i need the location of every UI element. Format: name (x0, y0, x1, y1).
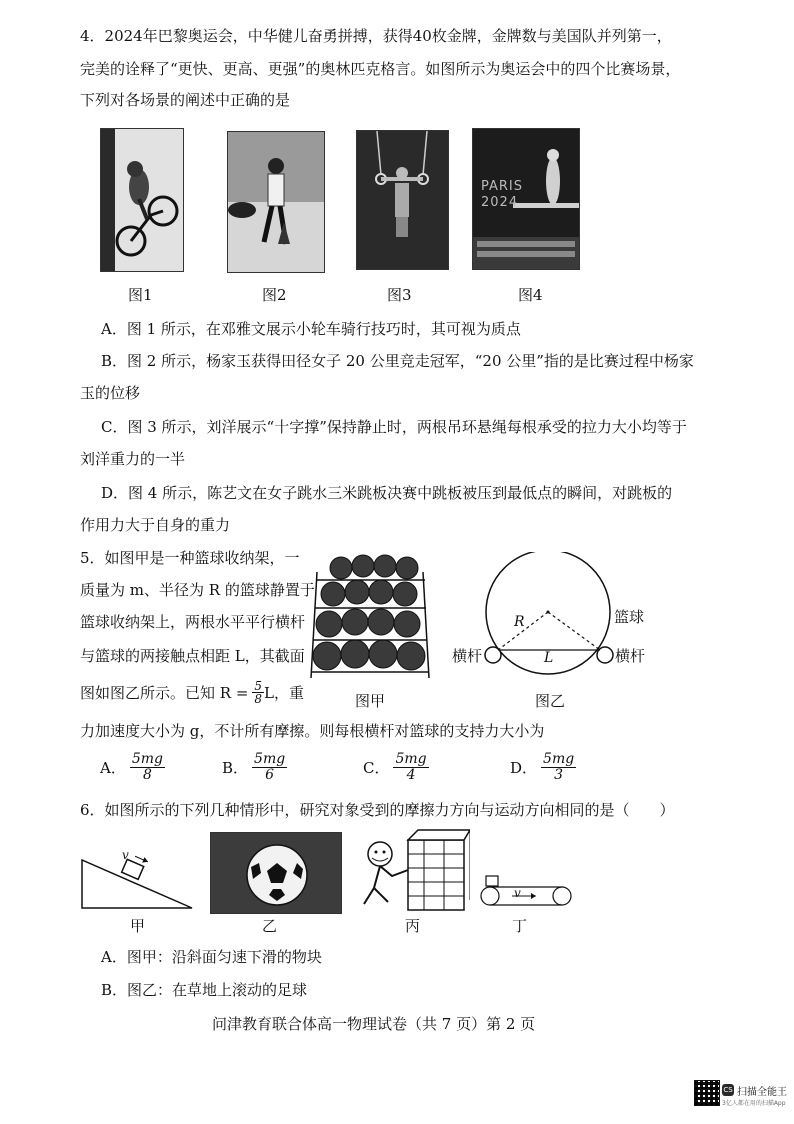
scanner-brand: 扫描全能王 (737, 1087, 787, 1098)
label-basketball: 篮球 (614, 608, 645, 626)
figure-q6-jia-incline (80, 848, 195, 910)
q5-stem-line5 (80, 680, 304, 705)
page-footer: 问津教育联合体高一物理试卷（共 7 页）第 2 页 (212, 1015, 536, 1033)
q5-option-b-letter: B． (222, 758, 249, 777)
label-bar-right: 横杆 (615, 647, 646, 665)
q4-option-a[interactable]: A．图 1 所示，在邓雅文展示小轮车骑行技巧时，其可视为质点 (101, 320, 521, 338)
q5-line5-suffix: L，重 (264, 683, 305, 702)
q4-option-d-line1[interactable]: D．图 4 所示，陈艺文在女子跳水三米跳板决赛中跳板被压到最低点的瞬间，对跳板的 (101, 484, 673, 502)
figure-4-overlay-paris: PARIS (481, 179, 524, 194)
q5-option-c-letter: C． (363, 758, 390, 777)
q5-option-a-num: 5mg (131, 751, 163, 767)
q4-stem-line1: 4．2024年巴黎奥运会，中华健儿奋勇拼搏，获得40枚金牌，金牌数与美国队并列第一， (80, 27, 672, 45)
q5-option-c-fraction (393, 752, 428, 783)
figure-1-caption: 图1 (128, 286, 153, 304)
q5-line5-prefix: 图如图乙所示。已知 R = (80, 683, 249, 702)
q4-stem-line2: 完美的诠释了“更快、更高、更强”的奥林匹克格言。如图所示为奥运会中的四个比赛场景， (80, 60, 681, 78)
q6-option-a[interactable]: A．图甲：沿斜面匀速下滑的物块 (101, 948, 322, 966)
qr-code-icon (694, 1080, 720, 1106)
q5-option-c-num: 5mg (395, 751, 427, 767)
figure-4-overlay-year: 2024 (481, 195, 519, 210)
figure-3-caption: 图3 (387, 286, 412, 304)
q5-option-b[interactable] (222, 752, 287, 783)
figure-2-racewalk-photo (227, 131, 325, 273)
figure-q6-yi-soccer-photo (210, 832, 342, 914)
q5-option-a-letter: A． (100, 758, 126, 777)
figure-q6-bing-caption: 丙 (405, 917, 421, 935)
q5-option-a[interactable] (100, 752, 165, 783)
scanner-logo-icon: CS (723, 1086, 733, 1094)
figure-q6-ding-caption: 丁 (512, 917, 528, 935)
figure-yi-caption: 图乙 (535, 692, 566, 710)
q5-option-d[interactable] (510, 752, 576, 783)
q5-option-a-den: 8 (142, 767, 152, 783)
figure-q6-yi-caption: 乙 (262, 917, 278, 935)
figure-4-diving-photo (472, 128, 580, 270)
scanner-tagline: 3亿人都在用的扫描App (722, 1100, 786, 1107)
q5-option-b-fraction (252, 752, 287, 783)
figure-1-bmx-photo (100, 128, 184, 272)
q5-option-d-den: 3 (554, 767, 564, 783)
q4-option-b-line1[interactable]: B．图 2 所示，杨家玉获得田径女子 20 公里竞走冠军，“20 公里”指的是比赛过程中杨家 (101, 352, 694, 370)
figure-q6-bing-pushing-crate (358, 826, 470, 914)
figure-4-caption: 图4 (518, 286, 543, 304)
q5-stem-line2: 质量为 m、半径为 R 的篮球静置于 (80, 581, 315, 599)
q5-option-d-fraction (541, 752, 576, 783)
q5-r-fraction (252, 680, 264, 705)
basketball-rack-drawing (305, 550, 435, 690)
figure-2-caption: 图2 (262, 286, 287, 304)
q5-stem-line3: 篮球收纳架上，两根水平平行横杆 (80, 613, 306, 631)
q5-option-b-num: 5mg (254, 751, 286, 767)
q5-option-a-fraction (130, 752, 165, 783)
q4-option-b-line2: 玉的位移 (80, 384, 141, 402)
q5-stem-line6: 力加速度大小为 g，不计所有摩擦。则每根横杆对篮球的支持力大小为 (80, 722, 545, 740)
q4-option-d-line2: 作用力大于自身的重力 (80, 516, 231, 534)
cross-section-diagram (448, 552, 646, 702)
figure-jia-rack (305, 550, 435, 690)
q5-r-fraction-den: 8 (254, 692, 263, 706)
q5-r-fraction-num: 5 (254, 679, 263, 693)
q4-option-c-line1[interactable]: C．图 3 所示，刘洋展示“十字撑”保持静止时，两根吊环悬绳每根承受的拉力大小均等于 (101, 418, 687, 436)
figure-3-rings-photo (356, 130, 449, 270)
q5-option-b-den: 6 (265, 767, 275, 783)
q5-stem-line1: 5．如图甲是一种篮球收纳架，一 (80, 549, 300, 567)
q6-stem: 6．如图所示的下列几种情形中，研究对象受到的摩擦力方向与运动方向相同的是（ ） (80, 801, 675, 819)
q5-stem-line4: 与篮球的两接触点相距 L，其截面 (80, 647, 305, 665)
q5-option-c[interactable] (363, 752, 429, 783)
label-R: R (514, 614, 525, 630)
figure-yi-cross-section (448, 552, 646, 702)
q5-option-c-den: 4 (406, 767, 416, 783)
q6-jia-v-label: v (122, 848, 129, 862)
q6-option-b[interactable]: B．图乙：在草地上滚动的足球 (101, 981, 308, 999)
label-L: L (544, 650, 554, 666)
q5-option-d-letter: D． (510, 758, 538, 777)
q4-stem-line3: 下列对各场景的阐述中正确的是 (80, 91, 291, 109)
figure-q6-ding-conveyor (478, 872, 578, 908)
q5-option-d-num: 5mg (543, 751, 575, 767)
q4-option-c-line2: 刘洋重力的一半 (80, 450, 186, 468)
figure-q6-jia-caption: 甲 (130, 917, 146, 935)
label-bar-left: 横杆 (452, 647, 483, 665)
q6-ding-v-label: v (514, 886, 521, 900)
figure-jia-caption: 图甲 (355, 692, 386, 710)
